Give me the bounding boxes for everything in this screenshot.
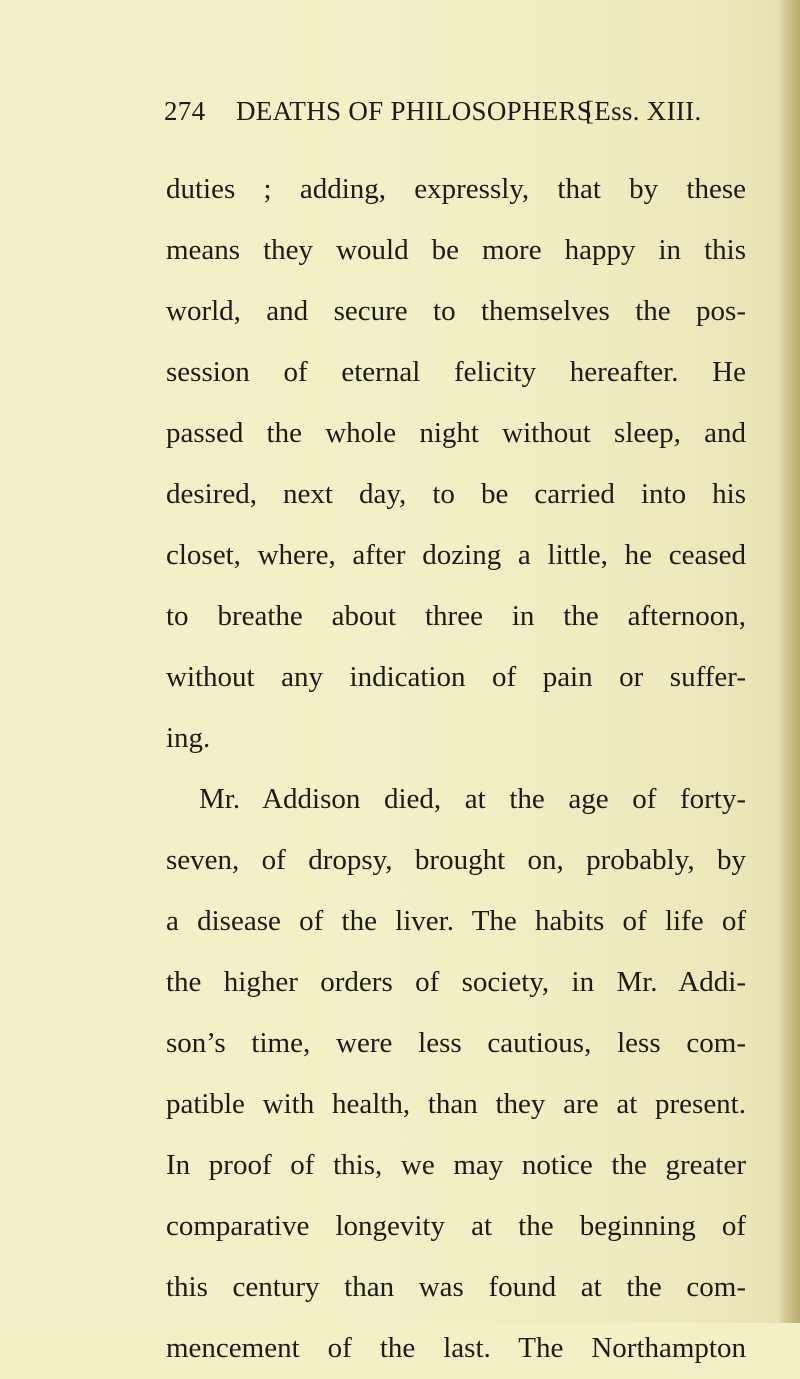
- text-line: desired, next day, to be carried into his: [166, 478, 746, 510]
- running-title: DEATHS OF PHILOSOPHERS: [236, 96, 593, 126]
- text-line: passed the whole night without sleep, and: [166, 417, 746, 449]
- text-line: seven, of dropsy, brought on, probably, by: [166, 844, 746, 876]
- text-line: In proof of this, we may notice the greater: [166, 1149, 746, 1181]
- text-line: patible with health, than they are at present.: [166, 1088, 746, 1120]
- paragraph-start-line: Mr. Addison died, at the age of forty-: [199, 783, 746, 815]
- text-line: duties ; adding, expressly, that by these: [166, 173, 746, 205]
- text-line: session of eternal felicity hereafter. He: [166, 356, 746, 388]
- text-line: ing.: [166, 722, 211, 754]
- page-edge: [778, 0, 800, 1323]
- text-line: without any indication of pain or suffer-: [166, 661, 746, 693]
- text-line: to breathe about three in the afternoon,: [166, 600, 746, 632]
- text-line: mencement of the last. The Northampton: [166, 1332, 746, 1364]
- text-line: comparative longevity at the beginning of: [166, 1210, 746, 1242]
- section-reference: [Ess. XIII.: [585, 96, 702, 126]
- running-header: [164, 96, 744, 136]
- text-line: means they would be more happy in this: [166, 234, 746, 266]
- text-line: a disease of the liver. The habits of life of: [166, 905, 746, 937]
- body-text: [166, 159, 746, 1379]
- text-line: this century than was found at the com-: [166, 1271, 746, 1303]
- text-line: the higher orders of society, in Mr. Addi-: [166, 966, 746, 998]
- page-number: 274: [164, 96, 206, 126]
- text-line: son’s time, were less cautious, less com-: [166, 1027, 746, 1059]
- text-line: world, and secure to themselves the pos-: [166, 295, 746, 327]
- text-line: closet, where, after dozing a little, he ceased: [166, 539, 746, 571]
